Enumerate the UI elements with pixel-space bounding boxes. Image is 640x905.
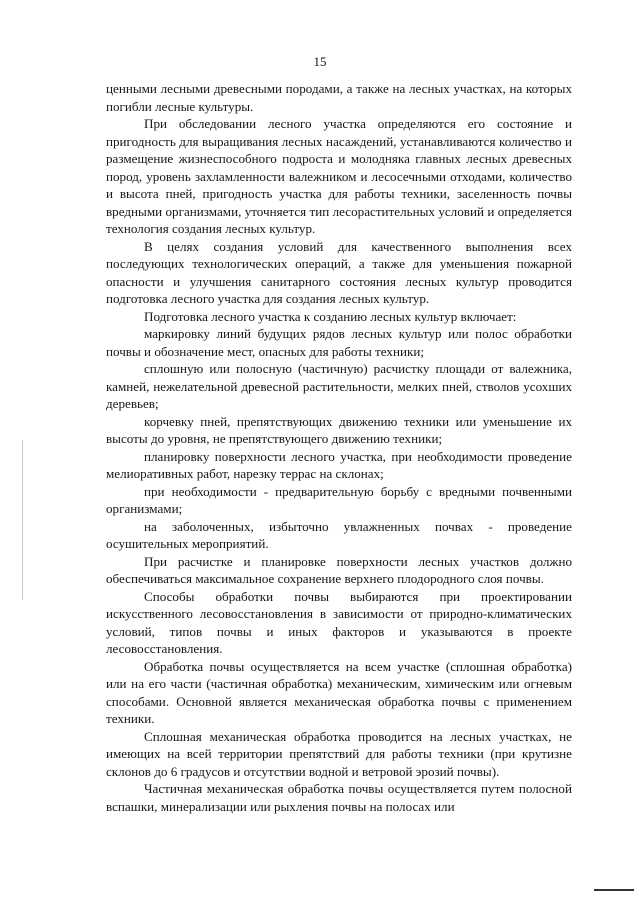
paragraph-topsoil-preservation: При расчистке и планировке поверхности лесных участков должно обеспечиваться максимальное сохранение верхнего плодородного слоя почвы. [106, 553, 572, 586]
scan-artifact-left [22, 440, 23, 600]
paragraph-site-survey: При обследовании лесного участка определяются его состояние и пригодность для выращивания лесных насаждений, устанавливаются количество и размещение жизнеспособного подроста и молодняка главных лесных древесных пород, уровень захламленности валежником и лесосечными отходами, количество и высота пней, пригодность участка для работы техники, заселенность почвы вредными организмами, уточняется тип лесорастительных условий и определяется технология создания лесных культур. [106, 116, 572, 236]
paragraph-preparation-includes: Подготовка лесного участка к созданию лесных культур включает: [144, 308, 517, 324]
paragraph-continuous-tillage: Сплошная механическая обработка проводится на лесных участках, не имеющих на всей территории препятствий для работы техники (при крутизне склонов до 6 градусов и отсутствии водной и ветровой эрозий почвы). [106, 728, 572, 779]
paragraph-tillage-types: Обработка почвы осуществляется на всем участке (сплошная обработка) или на его части (частичная обработка) механическим, химическим или огневым способами. Основной является механическая обработка почвы с применением техники. [106, 658, 572, 726]
paragraph-site-preparation-purpose: В целях создания условий для качественного выполнения всех последующих технологических операций, а также для уменьшения пожарной опасности и улучшения санитарного состояния лесных культур проводится подготовка лесного участка для создания лесных культур. [106, 238, 572, 306]
list-item-clearing: сплошную или полосную (частичную) расчистку площади от валежника, камней, нежелательной древесной растительности, мелких пней, стволов усохших деревьев; [106, 361, 572, 411]
paragraph-partial-tillage: Частичная механическая обработка почвы осуществляется путем полосной вспашки, минерализации или рыхления почвы на полосах или [106, 781, 572, 814]
document-body [106, 80, 572, 815]
list-item-pest-control: при необходимости - предварительную борьбу с вредными почвенными организмами; [106, 483, 572, 516]
paragraph-continued: ценными лесными древесными породами, а также на лесных участках, на которых погибли лесные культуры. [106, 81, 572, 114]
list-item-drainage: на заболоченных, избыточно увлажненных почвах - проведение осушительных мероприятий. [106, 518, 572, 551]
scan-artifact-bottom [594, 889, 634, 891]
list-item-marking: маркировку линий будущих рядов лесных культур или полос обработки почвы и обозначение мест, опасных для работы техники; [106, 326, 572, 359]
page-number: 15 [313, 54, 327, 69]
list-item-leveling: планировку поверхности лесного участка, при необходимости проведение мелиоративных работ, нарезку террас на склонах; [106, 448, 572, 481]
paragraph-tillage-methods: Способы обработки почвы выбираются при проектировании искусственного лесовосстановления в зависимости от природно-климатических условий, типов почвы и иных факторов и указываются в проекте лесовосстановления. [106, 588, 572, 656]
list-item-stump-removal: корчевку пней, препятствующих движению техники или уменьшение их высоты до уровня, не препятствующего движению техники; [106, 413, 572, 446]
